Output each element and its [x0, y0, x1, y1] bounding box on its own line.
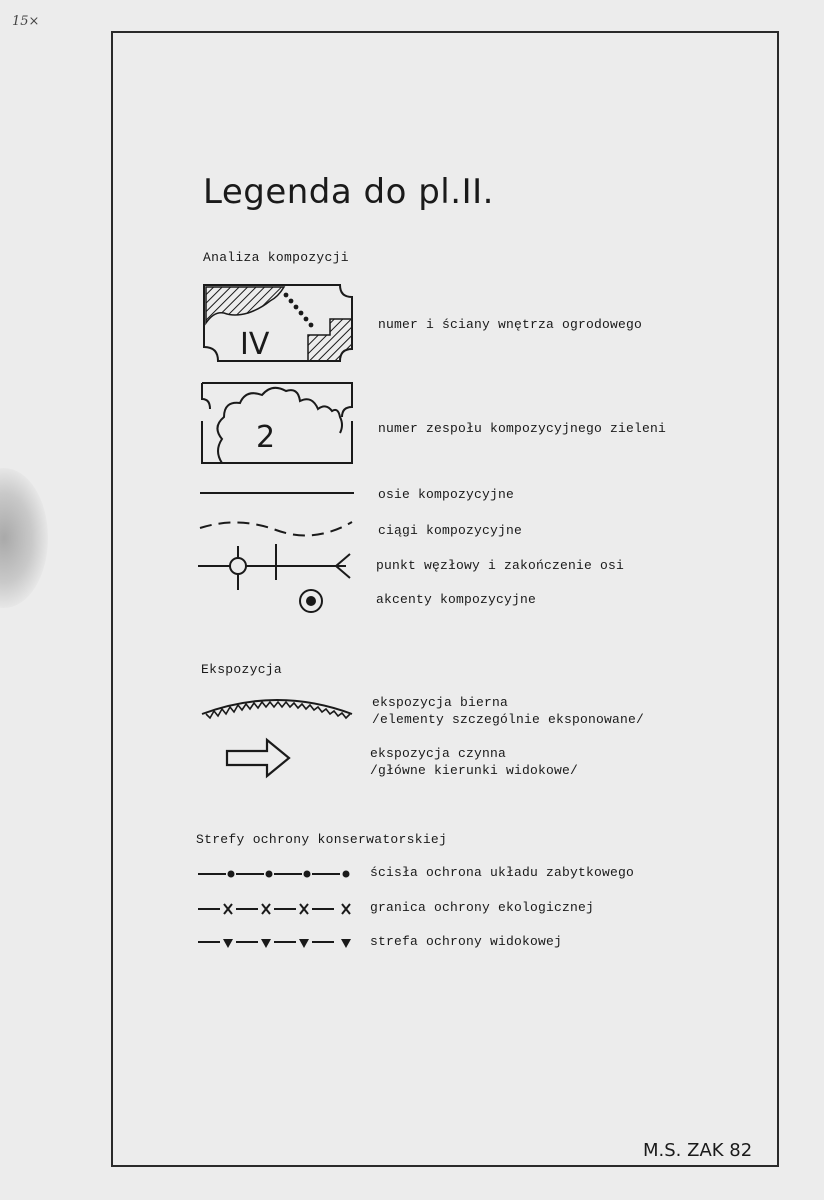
target-circle-icon [297, 587, 325, 615]
legend-label-greenery-group: numer zespołu kompozycyjnego zieleni [378, 421, 667, 436]
corner-mark: 15× [12, 14, 40, 29]
author-signature: M.S. ZAK 82 [643, 1140, 753, 1161]
solid-line-icon [200, 488, 354, 498]
legend-label-target-circle: akcenty kompozycyjne [376, 592, 537, 607]
legend-sublabel-arrow: /główne kierunki widokowe/ [370, 763, 579, 778]
scan-shadow [0, 468, 48, 608]
section-heading-exposure: Ekspozycja [201, 662, 283, 677]
interior-wall-numeral: IV [240, 327, 270, 362]
section-heading-protection: Strefy ochrony konserwatorskiej [196, 832, 448, 847]
legend-label-cross-line: granica ochrony ekologicznej [370, 900, 595, 915]
greenery-group-icon [200, 381, 356, 467]
dashed-line-icon [198, 514, 354, 544]
node-axis-icon [196, 542, 354, 592]
greenery-group-number: 2 [256, 420, 276, 455]
legend-label-interior-wall: numer i ściany wnętrza ogrodowego [378, 317, 643, 332]
legend-label-dashed-line: ciągi kompozycyjne [378, 523, 523, 538]
cross-line-icon [196, 901, 354, 917]
legend-label-serrated-arc: ekspozycja bierna [372, 695, 509, 710]
legend-label-triangle-line: strefa ochrony widokowej [370, 934, 563, 949]
interior-wall-icon [200, 283, 356, 365]
section-heading-composition: Analiza kompozycji [203, 250, 349, 265]
triangle-line-icon [196, 935, 354, 951]
legend-sublabel-serrated-arc: /elementy szczególnie eksponowane/ [372, 712, 645, 727]
legend-label-node-axis: punkt węzłowy i zakończenie osi [376, 558, 625, 573]
legend-label-dot-line: ścisła ochrona układu zabytkowego [370, 865, 635, 880]
legend-label-arrow: ekspozycja czynna [370, 746, 507, 761]
arrow-right-icon [225, 738, 291, 778]
page-title: Legenda do pl.II. [203, 172, 494, 212]
serrated-arc-icon [198, 690, 356, 722]
dot-line-icon [196, 866, 354, 882]
legend-label-solid-line: osie kompozycyjne [378, 487, 515, 502]
